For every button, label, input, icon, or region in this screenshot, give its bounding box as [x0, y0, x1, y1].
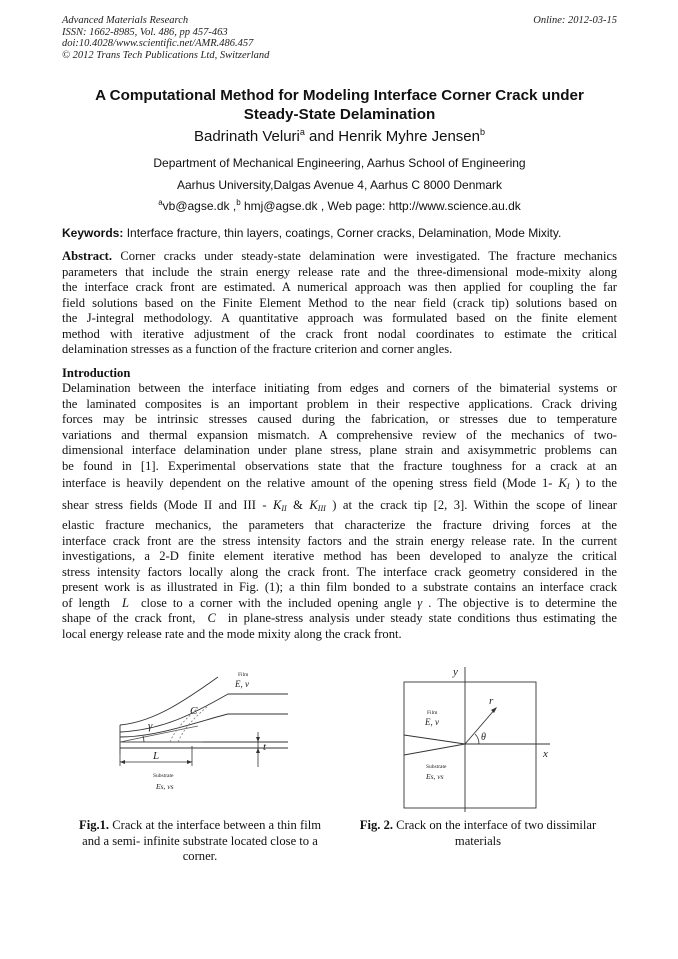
crack-upper-flank [404, 735, 465, 744]
abstract-line-3: the interface crack front are estimated. A numerical approach was then applied for coupling the far [62, 280, 617, 294]
intro-line-11: investigations, a 2-D finite element iterative method has been developed to analyze the critical [62, 549, 617, 563]
fig2-r-label: r [489, 695, 494, 707]
film-top-surface-2 [120, 694, 288, 732]
title-line-1: A Computational Method for Modeling Interface Corner Crack under [95, 87, 584, 104]
fig1-caption-label: Fig.1. [79, 818, 110, 832]
abstract-line-4: field solutions based on the Finite Element Method to the near field (crack tip) solutions based on [62, 295, 617, 310]
k-three-symbol: K [309, 498, 318, 512]
theta-arc [475, 734, 479, 744]
introduction-body [62, 381, 617, 642]
fig1-caption-line-1 [62, 818, 338, 834]
film-lower-surface [120, 714, 288, 737]
fig1-film-label: Film [238, 672, 249, 678]
abstract-line-5: the J-integral methodology. A quantitative approach was formulated based on the finite element [62, 311, 617, 325]
fig1-film-props: E, ν [235, 679, 249, 689]
email-b-superscript: b [236, 198, 241, 207]
author-conjunction: and [304, 128, 339, 145]
fig2-caption-line-2: materials [454, 833, 502, 848]
fig2-substrate-label: Substrate [426, 764, 447, 770]
t-arrow-bottom [256, 748, 260, 753]
figure-1-caption [62, 818, 338, 865]
fig1-substrate-props: Es, νs [156, 782, 174, 791]
fig1-l-label: L [153, 750, 160, 762]
author-2-superscript: b [480, 127, 486, 137]
journal-name: Advanced Materials Research [62, 15, 189, 26]
keywords-label: Keywords: [62, 226, 124, 240]
fig1-gamma-label: γ [148, 720, 153, 732]
k-two-symbol: K [272, 498, 282, 512]
fig2-x-label: x [543, 748, 548, 760]
fig1-caption-line-2: and a semi- infinite substrate located close to a [82, 833, 318, 848]
abstract [62, 249, 617, 358]
fig1-substrate-label: Substrate [153, 773, 174, 779]
intro-line-15 [62, 611, 617, 627]
intro-line-8b: ) at the crack tip [2, 3]. Within the scope of linear [325, 498, 617, 512]
intro-line-7b: ) to the [569, 476, 618, 490]
abstract-line-1-text: Corner cracks under steady-state delamination were investigated. The fracture mechanics [112, 249, 617, 263]
intro-line-16: local energy release rate and the mode mixity along the crack front. [62, 626, 402, 641]
length-symbol: L [121, 595, 129, 610]
intro-line-15b: in plane-stress analysis under steady state conditions thus estimating the [215, 611, 617, 625]
figure-2-caption [340, 818, 616, 849]
intro-line-14c: . The objective is to determine the [422, 595, 618, 610]
l-arrow-left [120, 760, 125, 764]
intro-line-10: interface crack front are the stress intensity factors and the strain energy release rate. In the current [62, 533, 617, 548]
figure-1-diagram [108, 662, 308, 810]
abstract-line-1 [62, 249, 617, 265]
paper-title [62, 87, 617, 124]
affiliation-line-1: Department of Mechanical Engineering, Aarhus School of Engineering [153, 156, 526, 170]
crack-front-symbol: C [207, 611, 216, 625]
email-a-superscript: a [158, 198, 163, 207]
t-arrow-top [256, 737, 260, 742]
k-one-subscript: I [566, 482, 570, 491]
online-date: Online: 2012-03-15 [533, 15, 617, 26]
issn-line: ISSN: 1662-8985, Vol. 486, pp 457-463 [62, 26, 228, 38]
intro-line-7 [62, 474, 617, 496]
copyright-line: © 2012 Trans Tech Publications Ltd, Switzerland [62, 49, 270, 61]
intro-line-12: stress intensity factors locally along the crack front. The interface crack geometry considered in the [62, 564, 617, 579]
fig1-caption-text-1: Crack at the interface between a thin film [109, 818, 321, 832]
gamma-symbol: γ [417, 595, 423, 610]
intro-line-4: variations and thermal expansion mismatch. A comprehensive review of the mechanics of two- [62, 427, 617, 442]
intro-line-14a: of length [62, 595, 122, 610]
abstract-line-7: delamination stresses as a function of the fracture criterion and corner angles. [62, 342, 453, 356]
fig2-caption-label: Fig. 2. [359, 818, 394, 832]
doi-line: doi:10.4028/www.scientific.net/AMR.486.457 [62, 38, 254, 49]
title-line-2: Steady-State Delamination [243, 105, 436, 123]
body-outline [404, 682, 536, 808]
fig1-caption-line-3: corner. [182, 849, 218, 863]
intro-line-13: present work is as illustrated in Fig. (1); a thin film bonded to a substrate contains an interface crack [62, 580, 617, 594]
journal-header [62, 15, 617, 61]
email-b-and-web[interactable]: hmj@agse.dk , Web page: http://www.science.au.dk [240, 199, 521, 213]
crack-lower-flank [404, 744, 465, 755]
email-line [62, 199, 617, 213]
fig2-film-label: Film [427, 710, 438, 716]
film-top-surface [120, 677, 218, 725]
author-line [62, 128, 617, 146]
author-1: Badrinath Veluri [193, 128, 300, 145]
author-1-superscript: a [299, 127, 305, 137]
abstract-label: Abstract. [62, 249, 113, 263]
intro-line-8a: shear stress fields (Mode II and III - [62, 498, 273, 512]
email-a[interactable]: vb@agse.dk , [162, 199, 237, 213]
affiliation-line-2: Aarhus University,Dalgas Avenue 4, Aarhus C 8000 Denmark [176, 178, 503, 192]
author-2: Henrik Myhre Jensen [338, 128, 480, 145]
k-one-symbol: K [558, 476, 567, 490]
k-two-subscript: II [281, 504, 287, 513]
intro-line-2: the laminated composites is an important problem in their respective applications. Crack driving [62, 396, 617, 411]
l-arrow-right [187, 760, 192, 764]
intro-line-5: dimensional interface delamination under plane stress, plane strain and axisymmetric problems can [62, 443, 617, 457]
fig2-caption-line-1 [340, 818, 616, 834]
fig1-c-label: C [190, 705, 198, 717]
abstract-line-6: method with iterative adjustment of the crack front nodal coordinates to estimate the critical [62, 326, 617, 341]
intro-line-1: Delamination between the interface initiating from edges and corners of the bimaterial systems or [62, 381, 617, 395]
fig1-t-label: t [263, 741, 267, 753]
abstract-line-2: parameters that include the strain energy release rate and the three-dimensional mode-mixity along [62, 264, 617, 279]
fig2-film-props: E, ν [425, 717, 439, 727]
intro-line-7a: interface is heavily dependent on the relative amount of the opening stress field (Mode 1- [62, 476, 559, 490]
intro-line-14 [62, 596, 617, 612]
fig2-caption-text-1: Crack on the interface of two dissimilar [393, 818, 597, 832]
intro-line-15a: shape of the crack front, [62, 611, 208, 625]
introduction-heading: Introduction [62, 366, 131, 380]
ampersand: & [286, 498, 310, 512]
fig2-substrate-props: Es, νs [426, 772, 444, 781]
fig2-theta-label: θ [481, 732, 486, 743]
figure-2-diagram [390, 662, 570, 817]
fig2-y-label: y [453, 666, 458, 678]
intro-line-6: be found in [1]. Experimental observations state that the fracture toughness for a crack at an [62, 458, 617, 473]
keywords-text: Interface fracture, thin layers, coatings, Corner cracks, Delamination, Mode Mixity. [123, 226, 562, 240]
intro-line-3: forces may be intrinsic stresses caused during the fabrication, or stresses due to temperature [62, 412, 617, 426]
keywords [62, 226, 622, 241]
intro-line-14b: close to a corner with the included opening angle [128, 595, 418, 610]
intro-line-9: elastic fracture mechanics, the parameters that characterize the fracture driving forces at the [62, 518, 617, 532]
k-three-subscript: III [317, 504, 326, 513]
intro-line-8 [62, 496, 617, 518]
